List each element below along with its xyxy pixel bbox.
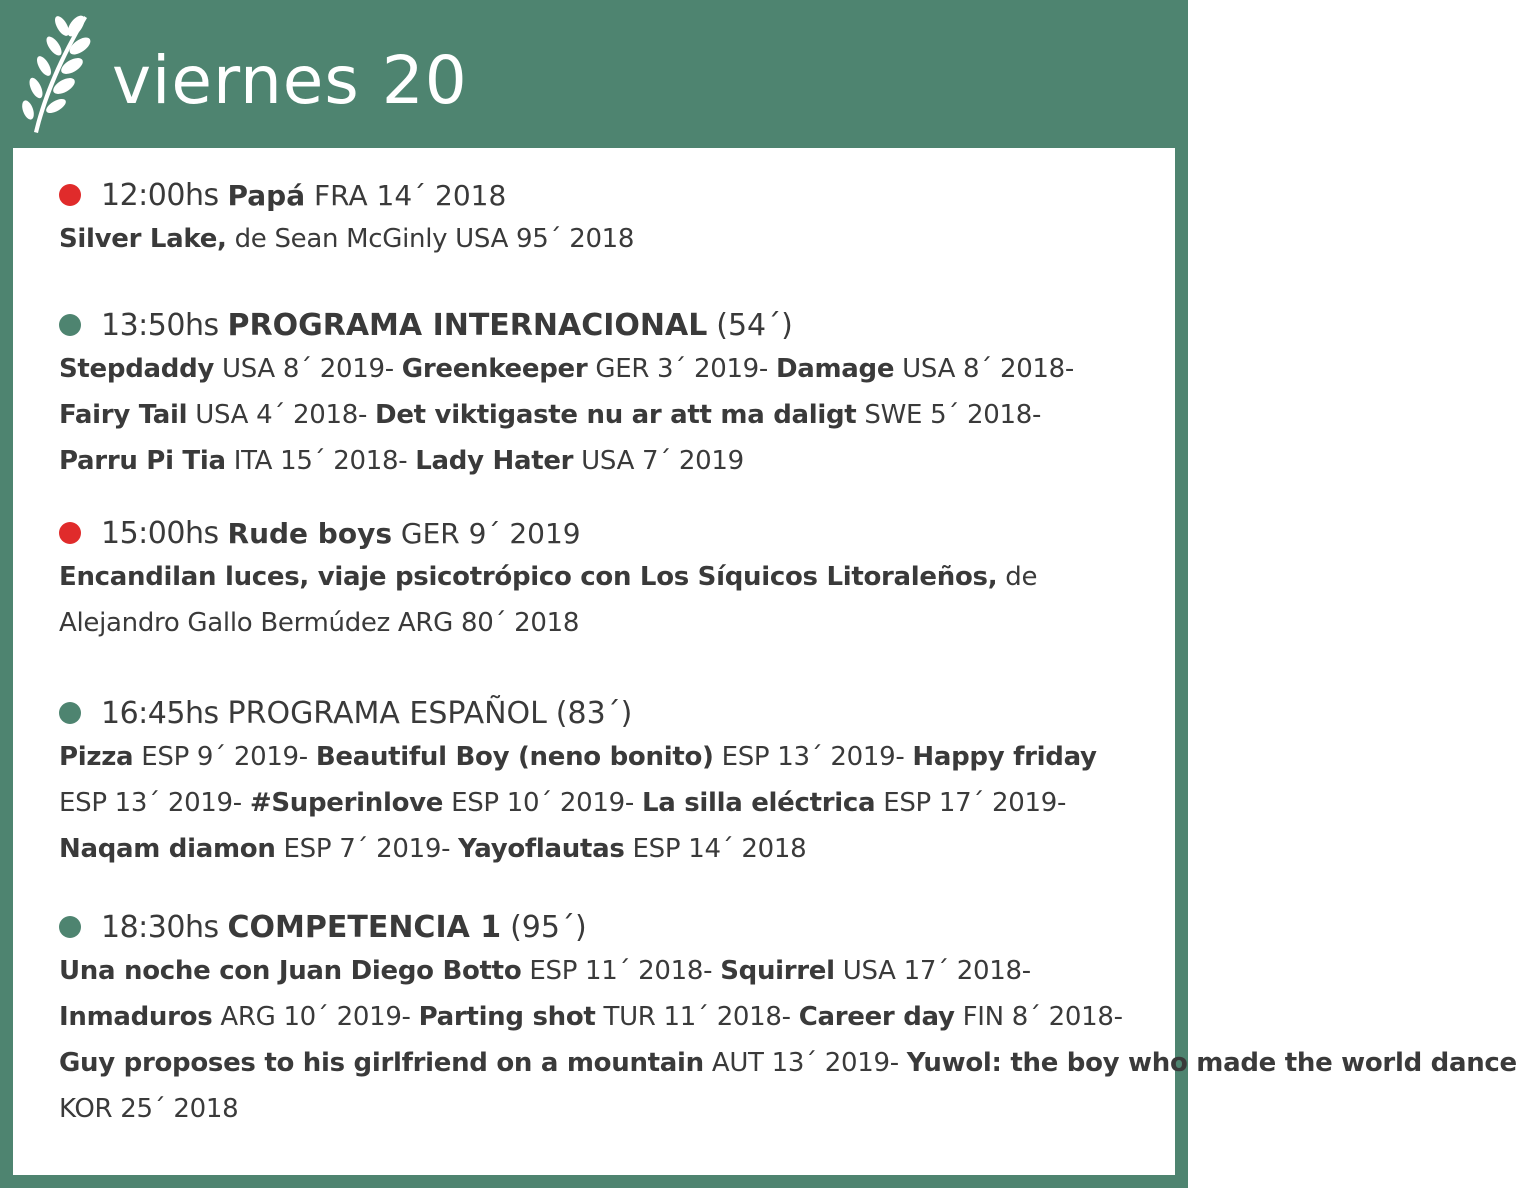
film-name: Una noche con Juan Diego Botto xyxy=(59,956,522,986)
film-info: ESP 9´ 2019- xyxy=(141,742,308,772)
session-title-info: FRA 14´ 2018 xyxy=(314,179,507,212)
film-line xyxy=(59,554,1131,600)
film-info: ESP 11´ 2018- xyxy=(529,956,713,986)
film-info: USA 8´ 2019- xyxy=(222,354,394,384)
session-title: Rude boys xyxy=(227,517,392,550)
red-dot-icon xyxy=(59,522,81,544)
film-info: ESP 13´ 2019- xyxy=(721,742,905,772)
film-name: Pizza xyxy=(59,742,134,772)
film-line xyxy=(59,734,1131,780)
film-name: Guy proposes to his girlfriend on a mountain xyxy=(59,1048,704,1078)
film-line xyxy=(59,780,1131,826)
session-title-info: (54´) xyxy=(716,308,793,343)
film-line xyxy=(59,1086,1131,1132)
session-title-info: GER 9´ 2019 xyxy=(400,517,581,550)
brand-line: CINEMA xyxy=(1221,69,1463,135)
film-name: Parru Pi Tia xyxy=(59,446,226,476)
film-name: Naqam diamon xyxy=(59,834,276,864)
session-block xyxy=(59,908,1517,1132)
film-name: Fairy Tail xyxy=(59,400,188,430)
film-info: GER 3´ 2019- xyxy=(595,354,769,384)
session-time: 15:00hs xyxy=(101,516,219,551)
session-time: 18:30hs xyxy=(101,910,219,945)
film-line xyxy=(59,438,1131,484)
session-title-info: (83´) xyxy=(555,696,633,731)
film-name: Silver Lake, xyxy=(59,224,227,254)
film-info: KOR 25´ 2018 xyxy=(59,1094,239,1124)
session-header xyxy=(59,694,1131,734)
session-block xyxy=(59,176,1131,262)
session-header xyxy=(59,908,1131,948)
film-name: Happy friday xyxy=(912,742,1097,772)
film-line xyxy=(59,392,1131,438)
session-title: PROGRAMA ESPAÑOL xyxy=(227,696,547,731)
film-name: Det viktigaste nu ar att ma daligt xyxy=(375,400,857,430)
session-block xyxy=(59,694,1131,872)
film-name: Stepdaddy xyxy=(59,354,215,384)
green-dot-icon xyxy=(59,314,81,336)
film-line xyxy=(59,216,1131,262)
red-dot-icon xyxy=(59,184,81,206)
film-name: Yayoflautas xyxy=(458,834,625,864)
session-header xyxy=(59,306,1131,346)
film-name: Parting shot xyxy=(418,1002,596,1032)
film-line xyxy=(59,600,1131,646)
film-name: Encandilan luces, viaje psicotrópico con Los Síquicos Litoraleños, xyxy=(59,562,998,592)
session-time: 16:45hs xyxy=(101,696,219,731)
film-name: Beautiful Boy (neno bonito) xyxy=(315,742,714,772)
film-name: Lady Hater xyxy=(415,446,574,476)
film-info: SWE 5´ 2018- xyxy=(864,400,1042,430)
film-info: AUT 13´ 2019- xyxy=(711,1048,899,1078)
film-info: ESP 7´ 2019- xyxy=(283,834,451,864)
film-info: FIN 8´ 2018- xyxy=(962,1002,1123,1032)
session-header xyxy=(59,176,1131,216)
session-title: PROGRAMA INTERNACIONAL xyxy=(227,308,708,343)
film-info: ARG 10´ 2019- xyxy=(220,1002,411,1032)
film-info: ESP 10´ 2019- xyxy=(451,788,634,818)
session-time: 12:00hs xyxy=(101,178,219,213)
film-info: ESP 17´ 2019- xyxy=(883,788,1067,818)
session-header xyxy=(59,514,1131,554)
film-info: USA 8´ 2018- xyxy=(902,354,1074,384)
film-name: Squirrel xyxy=(720,956,835,986)
session-title: COMPETENCIA 1 xyxy=(227,910,502,945)
film-line xyxy=(59,1040,1517,1086)
brand-line: FUN xyxy=(1336,13,1463,79)
film-name: Career day xyxy=(798,1002,955,1032)
laurel-leaves-icon xyxy=(14,8,96,136)
green-dot-icon xyxy=(59,916,81,938)
film-info: TUR 11´ 2018- xyxy=(603,1002,791,1032)
film-line xyxy=(59,994,1131,1040)
film-name: La silla eléctrica xyxy=(641,788,876,818)
page-title: viernes 20 xyxy=(112,42,468,119)
film-name: Inmaduros xyxy=(59,1002,213,1032)
film-info: ESP 13´ 2019- xyxy=(59,788,242,818)
film-info: de xyxy=(1005,562,1038,592)
session-time: 13:50hs xyxy=(101,308,219,343)
film-name: Yuwol: the boy who made the world dance xyxy=(906,1048,1517,1078)
film-info: ITA 15´ 2018- xyxy=(233,446,408,476)
green-dot-icon xyxy=(59,702,81,724)
session-title: Papá xyxy=(227,179,306,212)
film-line xyxy=(59,948,1131,994)
film-line xyxy=(59,826,1131,872)
schedule-panel xyxy=(13,148,1517,1175)
session-block xyxy=(59,514,1131,646)
film-info: Alejandro Gallo Bermúdez ARG 80´ 2018 xyxy=(59,608,580,638)
film-name: #Superinlove xyxy=(249,788,444,818)
film-info: USA 17´ 2018- xyxy=(842,956,1031,986)
film-info: USA 7´ 2019 xyxy=(581,446,744,476)
session-block xyxy=(59,306,1131,484)
film-info: USA 4´ 2018- xyxy=(195,400,368,430)
film-line xyxy=(59,346,1131,392)
film-name: Damage xyxy=(775,354,895,384)
film-info: ESP 14´ 2018 xyxy=(632,834,807,864)
session-title-info: (95´) xyxy=(510,910,587,945)
brand-logo-text xyxy=(1221,13,1463,135)
film-name: Greenkeeper xyxy=(401,354,588,384)
film-info: de Sean McGinly USA 95´ 2018 xyxy=(234,224,635,254)
